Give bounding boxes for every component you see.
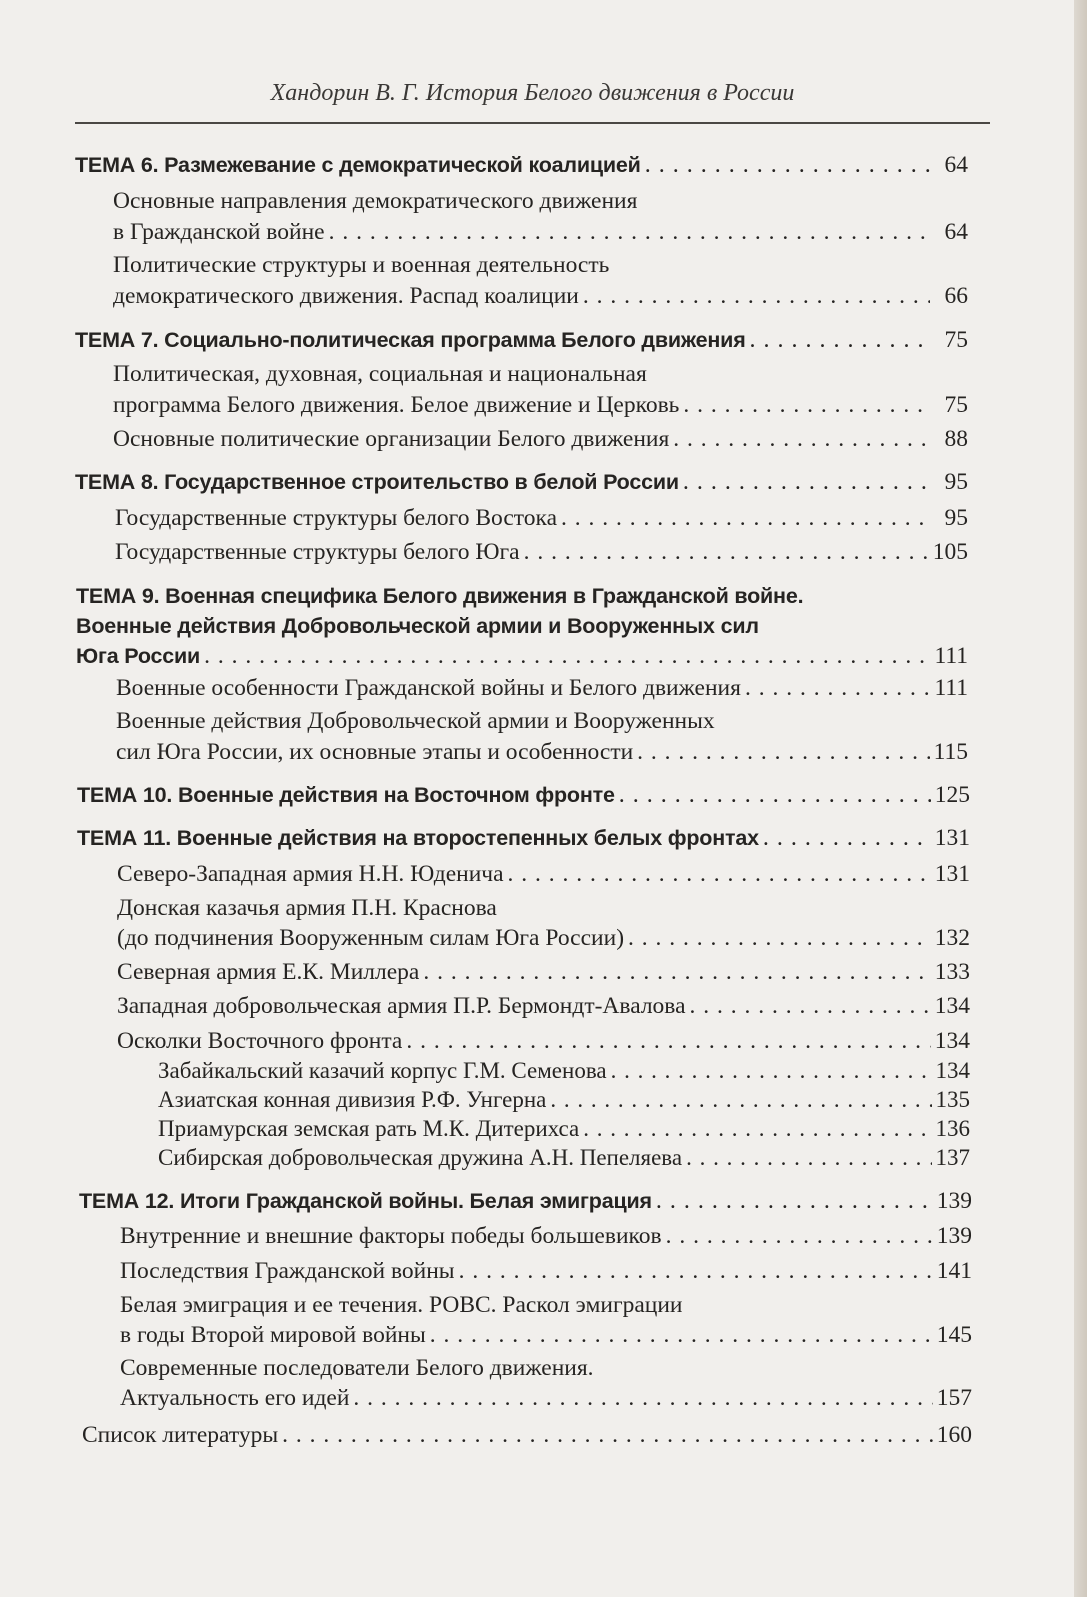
toc-subentry <box>117 923 970 954</box>
toc-page-number: 131 <box>934 825 970 851</box>
toc-subentry <box>117 859 970 890</box>
toc-entry-text: демократического движения. Распад коалиции <box>113 283 579 309</box>
toc-entry-text: Военные особенности Гражданской войны и Белого движения <box>116 675 741 701</box>
dot-leader <box>645 150 930 181</box>
toc-subentry <box>113 390 968 421</box>
toc-subentry <box>113 424 968 455</box>
toc-entry-text: в годы Второй мировой войны <box>120 1322 426 1348</box>
dot-leader <box>459 1256 933 1287</box>
toc-entry-topic-6 <box>75 150 968 181</box>
toc-entry-title: ТЕМА 11. Военные действия на второстепенных белых фронтах <box>77 826 759 850</box>
dot-leader <box>690 991 931 1022</box>
dot-leader <box>583 1113 931 1144</box>
toc-subentry <box>113 281 968 312</box>
toc-page-number: 75 <box>944 327 968 353</box>
toc-subentry <box>120 1320 972 1351</box>
toc-subsubentry <box>158 1142 970 1173</box>
toc-page-number: 115 <box>933 739 968 765</box>
toc-page-number: 134 <box>934 993 970 1019</box>
toc-page-number: 95 <box>944 505 968 531</box>
dot-leader <box>656 1186 933 1217</box>
toc-entry-title: ТЕМА 9. Военная специфика Белого движения в Гражданской войне. <box>76 584 804 608</box>
toc-entry-text: Северо-Западная армия Н.Н. Юденича <box>117 861 504 887</box>
toc-subentry <box>116 737 968 768</box>
toc-entry-title: ТЕМА 8. Государственное строительство в белой России <box>75 470 679 494</box>
toc-page-number: 75 <box>944 392 968 418</box>
toc-entry-text: программа Белого движения. Белое движение и Церковь <box>113 392 680 418</box>
toc-entry-text: Северная армия Е.К. Миллера <box>117 959 420 985</box>
dot-leader <box>750 325 930 356</box>
dot-leader <box>524 537 929 568</box>
toc-page-number: 88 <box>944 426 968 452</box>
toc-page-number: 139 <box>936 1188 972 1214</box>
toc-subsubentry <box>158 1113 970 1144</box>
toc-entry-topic-12 <box>79 1186 972 1217</box>
toc-entry-topic-11 <box>77 823 970 854</box>
toc-entry-title: Военные действия Добровольческой армии и Вооруженных сил <box>76 614 759 638</box>
toc-entry-title: ТЕМА 10. Военные действия на Восточном фронте <box>77 783 615 807</box>
toc-subentry <box>117 991 970 1022</box>
dot-leader <box>619 780 931 811</box>
dot-leader <box>353 1383 932 1414</box>
toc-subentry <box>116 673 968 704</box>
toc-page-number: 131 <box>934 861 970 887</box>
toc-entry-title: ТЕМА 7. Социально-политическая программа Белого движения <box>75 328 746 352</box>
toc-entry-text: Осколки Восточного фронта <box>117 1028 403 1054</box>
toc-entry-bibliography <box>82 1420 972 1451</box>
dot-leader <box>550 1084 931 1115</box>
toc-page-number: 134 <box>934 1028 970 1054</box>
toc-entry-title: ТЕМА 6. Размежевание с демократической коалицией <box>75 153 641 177</box>
toc-entry-text: (до подчинения Вооруженным силам Юга России) <box>117 925 625 951</box>
dot-leader <box>583 281 930 312</box>
dot-leader <box>430 1320 933 1351</box>
toc-subentry <box>115 537 968 568</box>
dot-leader <box>683 390 930 421</box>
toc-entry-text: Азиатская конная дивизия Р.Ф. Унгерна <box>158 1087 547 1112</box>
toc-entry-text: Белая эмиграция и ее течения. РОВС. Раскол эмиграции <box>120 1292 683 1318</box>
toc-entry-text: Западная добровольческая армия П.Р. Бермондт-Авалова <box>117 993 686 1019</box>
dot-leader <box>673 424 930 455</box>
dot-leader <box>423 957 930 988</box>
toc-entry-text: Донская казачья армия П.Н. Краснова <box>117 895 497 921</box>
toc-entry-text: Государственные структуры белого Востока <box>115 505 558 531</box>
toc-page-number: 105 <box>932 539 968 565</box>
toc-page-number: 134 <box>935 1058 970 1083</box>
dot-leader <box>329 217 930 248</box>
toc-subsubentry <box>158 1055 970 1086</box>
toc-subsubentry <box>158 1084 970 1115</box>
toc-page-number: 66 <box>944 283 968 309</box>
toc-page-number: 135 <box>935 1087 970 1112</box>
toc-page-number: 145 <box>936 1322 972 1348</box>
dot-leader <box>745 673 930 704</box>
toc-page-number: 125 <box>934 782 970 808</box>
toc-page-number: 136 <box>935 1116 970 1141</box>
toc-subentry <box>117 1026 970 1057</box>
toc-entry-text: Внутренние и внешние факторы победы большевиков <box>120 1223 662 1249</box>
toc-entry-topic-9 <box>76 641 968 672</box>
dot-leader <box>282 1420 933 1451</box>
toc-subentry <box>120 1256 972 1287</box>
toc-entry-text: в Гражданской войне <box>113 219 325 245</box>
toc-entry-text: сил Юга России, их основные этапы и особенности <box>116 739 634 765</box>
toc-entry-topic-8 <box>75 467 968 498</box>
dot-leader <box>406 1026 930 1057</box>
toc-page-number: 132 <box>934 925 970 951</box>
toc-entry-text: Современные последователи Белого движения. <box>120 1355 594 1381</box>
toc-entry-text: Политические структуры и военная деятельность <box>113 252 610 278</box>
toc-page-number: 141 <box>936 1258 972 1284</box>
toc-subentry <box>117 957 970 988</box>
dot-leader <box>611 1055 932 1086</box>
dot-leader <box>686 1142 931 1173</box>
toc-entry-text: Государственные структуры белого Юга <box>115 539 520 565</box>
dot-leader <box>637 737 929 768</box>
toc-entry-text: Приамурская земская рать М.К. Дитерихса <box>158 1116 580 1141</box>
toc-entry-topic-7 <box>75 325 968 356</box>
toc-page-number: 133 <box>934 959 970 985</box>
toc-entry-text: Основные направления демократического движения <box>113 188 638 214</box>
toc-entry-text: Список литературы <box>82 1422 279 1448</box>
header-rule <box>75 122 990 124</box>
toc-page-number: 139 <box>936 1223 972 1249</box>
toc-page-number: 64 <box>944 219 968 245</box>
toc-entry-title: Юга России <box>76 644 201 668</box>
toc-page-number: 137 <box>935 1145 970 1170</box>
running-head: Хандорин В. Г. История Белого движения в России <box>270 80 795 106</box>
toc-page-number: 157 <box>936 1385 972 1411</box>
toc-page-number: 160 <box>936 1422 972 1448</box>
toc-entry-text: Актуальность его идей <box>120 1385 350 1411</box>
toc-subentry <box>120 1383 972 1414</box>
toc-entry-title: ТЕМА 12. Итоги Гражданской войны. Белая эмиграция <box>79 1189 652 1213</box>
toc-page-number: 111 <box>934 643 968 669</box>
toc-entry-text: Военные действия Добровольческой армии и Вооруженных <box>116 708 715 734</box>
toc-entry-text: Основные политические организации Белого движения <box>113 426 670 452</box>
toc-entry-topic-10 <box>77 780 970 811</box>
dot-leader <box>204 641 930 672</box>
page-edge <box>1074 0 1087 1597</box>
dot-leader <box>561 503 930 534</box>
toc-subentry <box>113 217 968 248</box>
toc-entry-text: Сибирская добровольческая дружина А.Н. Пепеляева <box>158 1145 683 1170</box>
dot-leader <box>683 467 930 498</box>
toc-entry-text: Забайкальский казачий корпус Г.М. Семенова <box>158 1058 607 1083</box>
dot-leader <box>763 823 931 854</box>
dot-leader <box>508 859 931 890</box>
toc-page-number: 64 <box>944 152 968 178</box>
toc-subentry <box>120 1221 972 1252</box>
dot-leader <box>628 923 931 954</box>
toc-entry-text: Последствия Гражданской войны <box>120 1258 455 1284</box>
dot-leader <box>666 1221 933 1252</box>
toc-page-number: 111 <box>934 675 968 701</box>
toc-entry-text: Политическая, духовная, социальная и национальная <box>113 361 647 387</box>
toc-subentry <box>115 503 968 534</box>
toc-page-number: 95 <box>944 469 968 495</box>
